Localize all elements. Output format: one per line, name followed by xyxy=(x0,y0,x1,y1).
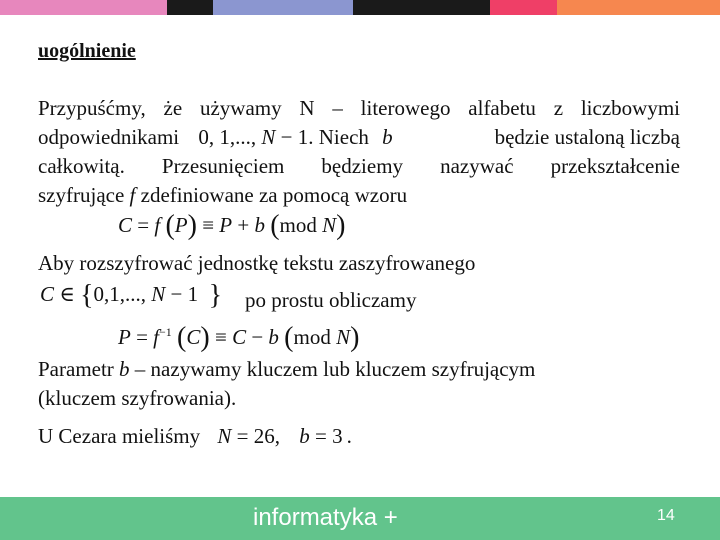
math-inline: 0, 1,..., N − 1 xyxy=(198,125,309,149)
paragraph-line: U Cezara mieliśmy N = 26, b = 3 . xyxy=(38,424,352,448)
text-span: odpowiednikami xyxy=(38,125,180,149)
math-inline: N = 26, xyxy=(217,424,280,448)
page-number: 14 xyxy=(657,507,675,524)
paragraph-line: (kluczem szyfrowania). xyxy=(38,386,237,410)
variable: f xyxy=(129,183,136,207)
top-decorative-stripe xyxy=(0,0,720,15)
paragraph-line: Parametr b – nazywamy kluczem lub kluczem szyfrującym xyxy=(38,357,536,381)
stripe-segment xyxy=(0,0,167,15)
paragraph-line: Przypuśćmy, że używamy N – literowego alfabetu z liczbowymi xyxy=(38,96,680,120)
stripe-segment xyxy=(167,0,213,15)
variable: b xyxy=(119,357,130,381)
text-span: będzie ustaloną liczbą xyxy=(494,125,680,149)
paragraph-text: po prostu obliczamy xyxy=(245,288,417,312)
stripe-segment xyxy=(490,0,557,15)
stripe-segment xyxy=(353,0,490,15)
formula-encryption: C = f (P) ≡ P + b (mod N) xyxy=(118,210,346,241)
stripe-segment xyxy=(213,0,353,15)
footer-bar xyxy=(0,497,720,540)
math-inline: b = 3 xyxy=(299,424,343,448)
footer-label: informatyka + xyxy=(253,504,398,531)
paragraph-line xyxy=(38,125,680,149)
paragraph-line: całkowitą. Przesunięciem będziemy nazywać przekształcenie xyxy=(38,154,680,178)
slide-heading: uogólnienie xyxy=(38,40,136,62)
stripe-segment xyxy=(557,0,720,15)
formula-ciphertext-set: C ∈ {0,1,..., N − 1 } xyxy=(40,280,223,311)
paragraph-line: szyfrujące f zdefiniowane za pomocą wzoru xyxy=(38,183,408,207)
variable: b xyxy=(382,125,393,149)
paragraph-line: Aby rozszyfrować jednostkę tekstu zaszyfrowanego xyxy=(38,251,476,275)
formula-decryption: $P = f^{-1}$ (C) ≡ C − b (mod N) xyxy=(118,322,360,353)
text-span: . Niech xyxy=(308,125,369,149)
